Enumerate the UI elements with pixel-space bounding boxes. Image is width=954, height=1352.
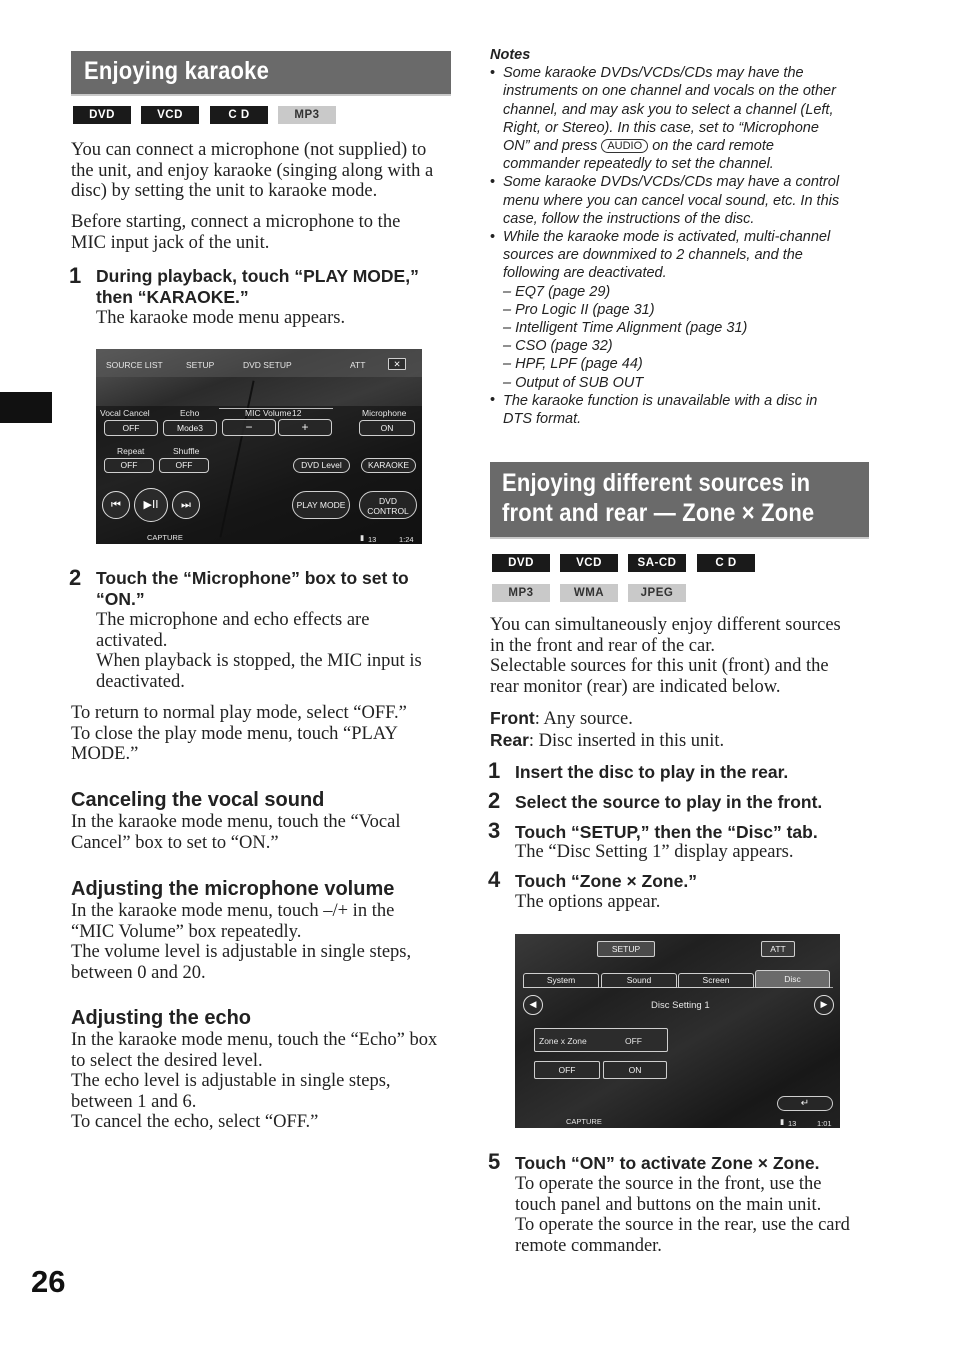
vocal-cancel-button[interactable]: OFF xyxy=(104,420,158,436)
step-heading: Touch “SETUP,” then the “Disc” tab. xyxy=(515,822,818,842)
step-number: 4 xyxy=(488,867,501,892)
notes-heading: Notes xyxy=(490,47,531,63)
text-line: then “KARAOKE.” xyxy=(96,286,249,307)
notes-block xyxy=(490,46,839,428)
bullet: • xyxy=(490,174,496,190)
text-line: the unit, and enjoy karaoke (singing along with a xyxy=(71,160,434,181)
disc-setting-screenshot xyxy=(515,934,840,1128)
text-line: deactivated. xyxy=(96,671,185,692)
badge-vcd: VCD xyxy=(141,106,199,124)
button-label: CONTROL xyxy=(367,506,409,516)
setup-tab-button[interactable]: SETUP xyxy=(597,941,655,957)
badge-vcd: VCD xyxy=(560,554,618,572)
text-line: You can simultaneously enjoy different sources xyxy=(490,615,841,635)
text-line: between 1 and 6. xyxy=(71,1091,197,1112)
chapter-tab-marker xyxy=(0,392,52,423)
step-body xyxy=(96,610,422,692)
section-title-line: Enjoying different sources in xyxy=(502,469,811,497)
text-line: The microphone and echo effects are xyxy=(96,610,370,630)
text-line: in the front and rear of the car. xyxy=(490,635,715,656)
zone-off-option[interactable]: OFF xyxy=(534,1061,600,1079)
text-line: instruments on one channel and vocals on the other xyxy=(503,83,836,100)
microphone-label: Microphone xyxy=(362,408,407,418)
text-line: To cancel the echo, select “OFF.” xyxy=(71,1112,319,1133)
text-line: to select the desired level. xyxy=(71,1050,263,1071)
text-line: – HPF, LPF (page 44) xyxy=(503,356,643,373)
text-line: To operate the source in the rear, use the card xyxy=(515,1215,850,1236)
text-line: – Intelligent Time Alignment (page 31) xyxy=(503,320,748,337)
text-line: “MIC Volume” box repeatedly. xyxy=(71,921,302,942)
next-track-button[interactable]: ⏭ xyxy=(172,491,200,519)
text-line: To return to normal play mode, select “OFF.” xyxy=(71,703,407,723)
step-heading xyxy=(96,568,409,609)
mic-volume-body xyxy=(71,901,411,983)
step-heading: Touch “Zone × Zone.” xyxy=(515,871,697,891)
badge-mp3: MP3 xyxy=(492,584,550,602)
text-line: commander repeatedly to set the channel. xyxy=(503,156,774,173)
text-line: – Pro Logic II (page 31) xyxy=(503,301,655,318)
text-line: Right, or Stereo). In this case, set to “Microphone xyxy=(503,119,819,136)
volume-icon: ▮ xyxy=(780,1117,785,1126)
text-line: following are deactivated. xyxy=(503,265,667,282)
mic-volume-plus-button[interactable]: + xyxy=(278,419,332,436)
text-line: During playback, touch “PLAY MODE,” xyxy=(96,266,419,286)
section-title-zone xyxy=(490,462,869,539)
button-label: DVD xyxy=(379,496,397,506)
text-line: menu where you can cancel vocal sound, etc. In this xyxy=(503,192,840,209)
text-line: – Output of SUB OUT xyxy=(503,374,644,391)
text-line: – EQ7 (page 29) xyxy=(503,283,611,300)
note-2 xyxy=(503,173,839,228)
zone-intro xyxy=(490,615,841,697)
volume-value: 13 xyxy=(788,1119,797,1128)
subheading-mic-volume: Adjusting the microphone volume xyxy=(71,878,395,900)
previous-track-button[interactable]: ⏮ xyxy=(102,491,130,519)
echo-button[interactable]: Mode3 xyxy=(163,420,217,436)
step-body: The “Disc Setting 1” display appears. xyxy=(515,842,794,862)
tab-disc[interactable]: Disc xyxy=(755,970,830,988)
text-line: activated. xyxy=(96,630,168,651)
text-line: Some karaoke DVDs/VCDs/CDs may have the xyxy=(503,65,804,82)
step-heading: Select the source to play in the front. xyxy=(515,792,823,812)
step-heading xyxy=(96,266,419,307)
text-line: disc) by setting the unit to karaoke mode. xyxy=(71,181,378,202)
badge-jpeg: JPEG xyxy=(628,584,686,602)
volume-icon: ▮ xyxy=(360,533,365,542)
zone-on-option[interactable]: ON xyxy=(603,1061,667,1079)
step-heading: Touch “ON” to activate Zone × Zone. xyxy=(515,1153,820,1173)
tab-screen[interactable]: Screen xyxy=(678,973,754,988)
rear-line xyxy=(490,730,724,752)
step-number: 2 xyxy=(488,788,501,813)
step-number: 2 xyxy=(69,565,82,590)
volume-value: 13 xyxy=(368,535,377,544)
play-mode-button[interactable]: PLAY MODE xyxy=(292,491,350,519)
badge-cd: C D xyxy=(210,106,268,124)
rear-text: : Disc inserted in this unit. xyxy=(528,730,725,751)
text-line: Before starting, connect a microphone to the xyxy=(71,212,401,232)
close-button[interactable]: ✕ xyxy=(388,358,406,370)
capture-label[interactable]: CAPTURE xyxy=(566,1117,602,1126)
text-line: In the karaoke mode menu, touch the “Vocal xyxy=(71,812,401,832)
dvd-level-button[interactable]: DVD Level xyxy=(293,458,350,473)
text-line: DTS format. xyxy=(503,411,582,428)
step-body: The karaoke mode menu appears. xyxy=(96,308,346,328)
front-line xyxy=(490,708,724,730)
text-line: MIC input jack of the unit. xyxy=(71,232,270,253)
text-line: You can connect a microphone (not supplied) to xyxy=(71,140,427,160)
step-body: The options appear. xyxy=(515,892,661,912)
badge-wma: WMA xyxy=(560,584,618,602)
setup-button[interactable]: SETUP xyxy=(186,360,215,370)
tab-system[interactable]: System xyxy=(523,973,599,988)
att-button[interactable]: ATT xyxy=(761,941,795,957)
dvd-setup-button[interactable]: DVD SETUP xyxy=(243,360,292,370)
text-line: channel, and may ask you to select a channel (Left, xyxy=(503,101,834,118)
text-line: sources are downmixed to 2 channels, and the xyxy=(503,247,803,264)
text-line: In the karaoke mode menu, touch the “Echo” box xyxy=(71,1030,438,1050)
back-button[interactable]: ↵ xyxy=(777,1096,833,1111)
dvd-control-button[interactable] xyxy=(359,491,417,519)
capture-label[interactable]: CAPTURE xyxy=(147,533,183,542)
text-line xyxy=(503,137,839,155)
repeat-label: Repeat xyxy=(117,446,145,456)
zone-x-zone-value: OFF xyxy=(625,1036,642,1046)
cancel-vocal-body xyxy=(71,812,400,853)
note-4 xyxy=(503,392,839,428)
step-number: 1 xyxy=(69,263,82,288)
text-line: Touch the “Microphone” box to set to xyxy=(96,568,409,588)
front-rear-list xyxy=(490,708,724,751)
play-pause-button[interactable]: ▶II xyxy=(134,488,168,522)
text-line: The volume level is adjustable in single steps, xyxy=(71,942,412,963)
badge-mp3: MP3 xyxy=(278,106,336,124)
step-body xyxy=(515,1174,850,1256)
section-title-text: Enjoying karaoke xyxy=(84,57,270,85)
page-number: 26 xyxy=(31,1264,66,1299)
badge-dvd: DVD xyxy=(73,106,131,124)
step-number: 3 xyxy=(488,818,501,843)
shuffle-button[interactable]: OFF xyxy=(159,458,209,473)
note-3 xyxy=(503,228,839,392)
text-line: between 0 and 20. xyxy=(71,962,206,983)
karaoke-menu-screenshot xyxy=(96,349,422,544)
text-span: on the card remote xyxy=(648,138,774,155)
badge-dvd: DVD xyxy=(492,554,550,572)
section-title-karaoke xyxy=(71,51,451,96)
text-line: rear monitor (rear) are indicated below. xyxy=(490,676,781,697)
time-value: 1:01 xyxy=(817,1119,832,1128)
text-line: To close the play mode menu, touch “PLAY xyxy=(71,723,398,744)
disc-setting-title: Disc Setting 1 xyxy=(651,1000,710,1011)
shuffle-label: Shuffle xyxy=(173,446,200,456)
bullet: • xyxy=(490,65,496,81)
att-button[interactable]: ATT xyxy=(350,360,366,370)
next-page-arrow[interactable]: ▶ xyxy=(814,995,834,1015)
text-line: – CSO (page 32) xyxy=(503,338,613,355)
step-number: 5 xyxy=(488,1149,501,1174)
section-title-line: front and rear — Zone × Zone xyxy=(502,499,815,527)
text-span: ON” and press xyxy=(503,138,602,155)
text-line: When playback is stopped, the MIC input is xyxy=(96,651,422,672)
front-text: : Any source. xyxy=(534,709,633,729)
time-value: 1:24 xyxy=(399,535,414,544)
bullet: • xyxy=(490,229,496,245)
text-line: Selectable sources for this unit (front) and the xyxy=(490,656,829,677)
text-line: Some karaoke DVDs/VCDs/CDs may have a control xyxy=(503,174,840,191)
repeat-button[interactable]: OFF xyxy=(104,458,154,473)
subheading-cancel-vocal: Canceling the vocal sound xyxy=(71,789,325,811)
bullet: • xyxy=(490,392,496,408)
previous-page-arrow[interactable]: ◀ xyxy=(523,995,543,1015)
mic-volume-label: MIC Volume xyxy=(245,408,292,418)
badge-sacd: SA-CD xyxy=(628,554,686,572)
audio-key-icon: AUDIO xyxy=(601,139,648,153)
text-line: “ON.” xyxy=(96,588,145,609)
badge-cd: C D xyxy=(697,554,755,572)
rear-label: Rear xyxy=(490,729,529,750)
mic-volume-value: 12 xyxy=(292,408,302,418)
echo-label: Echo xyxy=(180,408,200,418)
source-list-button[interactable]: SOURCE LIST xyxy=(106,360,163,370)
text-line: MODE.” xyxy=(71,744,139,765)
note-1 xyxy=(503,64,839,173)
karaoke-intro xyxy=(71,140,433,202)
text-line: touch panel and buttons on the main unit. xyxy=(515,1194,822,1215)
text-line: case, follow the instructions of the disc. xyxy=(503,210,755,227)
step-heading: Insert the disc to play in the rear. xyxy=(515,762,789,782)
tab-sound[interactable]: Sound xyxy=(601,973,677,988)
vocal-cancel-label: Vocal Cancel xyxy=(100,408,150,418)
echo-body xyxy=(71,1030,437,1133)
subheading-echo: Adjusting the echo xyxy=(71,1007,251,1029)
text-line: To operate the source in the front, use the xyxy=(515,1174,822,1194)
text-line: Cancel” box to set to “ON.” xyxy=(71,832,279,853)
text-line: The karaoke function is unavailable with a disc in xyxy=(503,392,818,409)
karaoke-before xyxy=(71,212,400,253)
step-number: 1 xyxy=(488,758,501,783)
karaoke-button[interactable]: KARAOKE xyxy=(361,458,416,473)
zone-x-zone-label: Zone x Zone xyxy=(539,1036,587,1046)
text-line: While the karaoke mode is activated, multi-channel xyxy=(503,229,831,246)
return-instructions xyxy=(71,703,407,765)
text-line: remote commander. xyxy=(515,1235,662,1256)
text-line: In the karaoke mode menu, touch –/+ in the xyxy=(71,901,395,921)
front-label: Front xyxy=(490,708,535,728)
microphone-button[interactable]: ON xyxy=(359,420,415,436)
mic-volume-minus-button[interactable]: − xyxy=(222,419,276,436)
text-line: The echo level is adjustable in single steps, xyxy=(71,1071,391,1092)
